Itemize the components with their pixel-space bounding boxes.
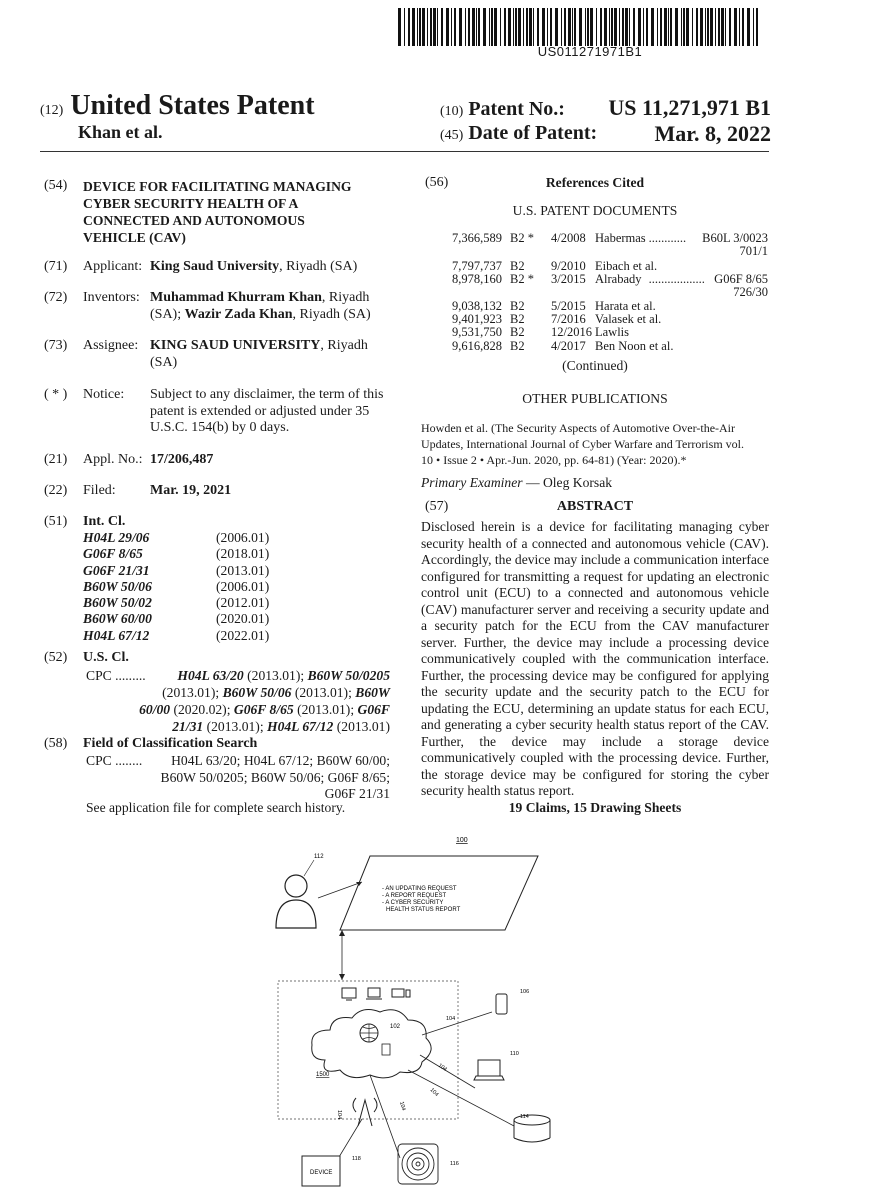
barcode-bar xyxy=(686,8,689,46)
barcode-bar xyxy=(681,8,682,46)
barcode-bar xyxy=(643,8,644,46)
barcode-bar xyxy=(604,8,607,46)
barcode-bar xyxy=(513,8,514,46)
barcode-bar xyxy=(600,8,602,46)
barcode-bar xyxy=(721,8,724,46)
search-history-note: See application file for complete search history. xyxy=(86,800,346,815)
int-cl-item: G06F 8/65 (2018.01) xyxy=(83,546,270,562)
int-cl-label: Int. Cl. xyxy=(83,514,126,529)
field-search-cpc: CPC ........ H04L 63/20; H04L 67/12; B60W 60/00; B60W 50/0205; B60W 50/06; G06F 8/65; G06F 21/31 xyxy=(86,753,390,801)
barcode-bar xyxy=(472,8,475,46)
barcode-number: US011271971B1 xyxy=(537,44,643,59)
code-72: (72) xyxy=(44,290,68,305)
code-73: (73) xyxy=(44,338,68,353)
barcode-bar xyxy=(705,8,706,46)
int-cl-item: H04L 67/12 (2022.01) xyxy=(83,627,270,643)
barcode-bar xyxy=(537,8,539,46)
barcode-bar xyxy=(646,8,648,46)
applicant-label: Applicant: xyxy=(83,259,143,274)
primary-examiner: Primary Examiner — Oleg Korsak xyxy=(421,475,613,490)
applicant: King Saud University, Riyadh (SA) xyxy=(150,259,358,274)
barcode-bar xyxy=(660,8,662,46)
barcode-bar xyxy=(491,8,493,46)
svg-text:104: 104 xyxy=(428,1087,440,1098)
code-58: (58) xyxy=(44,736,68,751)
barcode-bar xyxy=(596,8,597,46)
code-51: (51) xyxy=(44,514,68,529)
barcode-bar xyxy=(454,8,456,46)
svg-text:HEALTH STATUS REPORT: HEALTH STATUS REPORT xyxy=(386,907,461,913)
barcode-bar xyxy=(465,8,466,46)
us-cl-label: U.S. Cl. xyxy=(83,650,129,665)
barcode-bar xyxy=(478,8,480,46)
user-icon xyxy=(276,875,316,928)
barcode-bar xyxy=(692,8,693,46)
barcode-bar xyxy=(629,8,630,46)
inventors: Muhammad Khurram Khan, Riyadh (SA); Wazir Zada Khan, Riyadh (SA) xyxy=(150,290,371,322)
barcode-bar xyxy=(412,8,415,46)
svg-text:114: 114 xyxy=(520,1114,529,1120)
representative-drawing xyxy=(270,830,600,1200)
barcode-bar xyxy=(547,8,548,46)
antenna-icon xyxy=(353,1098,377,1126)
barcode-bar xyxy=(622,8,624,46)
barcode xyxy=(398,8,760,46)
int-cl-item: B60W 60/00 (2020.01) xyxy=(83,611,270,627)
other-pubs-title: OTHER PUBLICATIONS xyxy=(522,391,668,406)
svg-text:106: 106 xyxy=(520,989,530,995)
code-54: (54) xyxy=(44,178,68,193)
barcode-bar xyxy=(508,8,511,46)
barcode-bar xyxy=(437,8,438,46)
barcode-bar xyxy=(710,8,713,46)
assignee: KING SAUD UNIVERSITY, Riyadh (SA) xyxy=(150,338,368,370)
svg-text:102: 102 xyxy=(390,1024,401,1030)
abstract-text: Disclosed herein is a device for facilitating managing cyber security health of a connected and autonomous vehicle (CAV). Accordingly, the device may include a communication interface configured for transmitting a request for updating an electronic control unit (ECU) to a connected and autonomous vehicle (CAV) manufacturer server and receiving a security update and a security patch for the ECU from the CAV manufacturer server. Further, the device may include a processing device communicatively coupled with the communication interface. Further, the processing device may be configured for applying the security update and the security patch to the ECU for updating the ECU, determining an update status for each ECU, and generating a cyber security health status report of the CAV. Further, the device may include a storage device communicatively coupled with the processing device. Further, the storage device may be configured for storing the cyber security health status report. xyxy=(421,519,769,798)
barcode-bar xyxy=(579,8,582,46)
barcode-bar xyxy=(550,8,552,46)
patent-number: US 11,271,971 B1 xyxy=(608,95,771,120)
barcode-bar xyxy=(419,8,421,46)
device-icons xyxy=(342,988,410,1000)
barcode-bar xyxy=(515,8,517,46)
barcode-bar xyxy=(572,8,573,46)
barcode-bar xyxy=(756,8,758,46)
int-cl-item: B60W 50/02 (2012.01) xyxy=(83,595,270,611)
barcode-bar xyxy=(504,8,506,46)
int-cl-list xyxy=(83,530,283,644)
barcode-bar xyxy=(526,8,528,46)
barcode-bar xyxy=(696,8,698,46)
filed-label: Filed: xyxy=(83,483,116,498)
us-cl-cpc: CPC ......... H04L 63/20 (2013.01); B60W 50/0205 (2013.01); B60W 50/06 (2013.01); B60W 60/00 (2020.02); G06F 8/65 (2013.01); G06F 21/31 (2013.01); H04L 67/12 (2013.01) xyxy=(86,668,390,734)
assignee-label: Assignee: xyxy=(83,338,139,353)
barcode-bar xyxy=(561,8,562,46)
svg-text:- AN UPDATING REQUEST: - AN UPDATING REQUEST xyxy=(382,886,457,892)
barcode-bar xyxy=(568,8,571,46)
svg-text:- A REPORT REQUEST: - A REPORT REQUEST xyxy=(382,893,447,899)
barcode-bar xyxy=(715,8,716,46)
barcode-bar xyxy=(451,8,452,46)
appl-no-label: Appl. No.: xyxy=(83,452,143,467)
barcode-bar xyxy=(668,8,669,46)
svg-text:104: 104 xyxy=(336,1110,342,1120)
header-rule xyxy=(40,151,769,152)
code-52: (52) xyxy=(44,650,68,665)
barcode-bar xyxy=(441,8,443,46)
svg-text:116: 116 xyxy=(450,1161,459,1167)
barcode-bar xyxy=(408,8,410,46)
barcode-bar xyxy=(542,8,545,46)
barcode-bar xyxy=(590,8,593,46)
barcode-bar xyxy=(707,8,709,46)
svg-text:104: 104 xyxy=(436,1062,448,1073)
continued-note: (Continued) xyxy=(562,358,628,373)
svg-text:DEVICE: DEVICE xyxy=(310,1170,333,1176)
svg-text:1500: 1500 xyxy=(316,1072,330,1078)
us-patent-docs-title: U.S. PATENT DOCUMENTS xyxy=(512,203,678,218)
code-21: (21) xyxy=(44,452,68,467)
barcode-bar xyxy=(619,8,620,46)
barcode-bar xyxy=(718,8,720,46)
sensor-icon xyxy=(398,1144,438,1184)
laptop-icon xyxy=(474,1060,504,1080)
barcode-bar xyxy=(574,8,576,46)
barcode-bar xyxy=(404,8,405,46)
patent-date: Mar. 8, 2022 xyxy=(654,121,771,146)
barcode-bar xyxy=(533,8,534,46)
barcode-bar xyxy=(422,8,425,46)
patent-no-label: (10) Patent No.: xyxy=(440,98,565,120)
barcode-bar xyxy=(430,8,432,46)
barcode-bar xyxy=(459,8,462,46)
code-57: (57) xyxy=(425,499,449,514)
code-22: (22) xyxy=(44,483,68,498)
notice-text: Subject to any disclaimer, the term of this patent is extended or adjusted under 35 U.S.C. 154(b) by 0 days. xyxy=(150,387,384,435)
code-71: (71) xyxy=(44,259,68,274)
barcode-bar xyxy=(611,8,613,46)
ref-112: 112 xyxy=(314,854,324,860)
barcode-bar xyxy=(725,8,726,46)
barcode-bar xyxy=(518,8,521,46)
inventors-short: Khan et al. xyxy=(78,122,163,142)
barcode-bar xyxy=(468,8,470,46)
svg-text:104: 104 xyxy=(446,1016,456,1022)
notice-label: Notice: xyxy=(83,387,125,402)
svg-text:110: 110 xyxy=(510,1051,519,1057)
field-search-label: Field of Classification Search xyxy=(83,736,258,751)
date-label: (45) Date of Patent: xyxy=(440,122,598,144)
barcode-bar xyxy=(585,8,586,46)
barcode-bar xyxy=(683,8,685,46)
barcode-bar xyxy=(555,8,558,46)
barcode-bar xyxy=(633,8,635,46)
barcode-bar xyxy=(729,8,731,46)
barcode-bar xyxy=(446,8,449,46)
int-cl-item: B60W 50/06 (2006.01) xyxy=(83,578,270,594)
barcode-bar xyxy=(747,8,750,46)
barcode-bar xyxy=(700,8,703,46)
other-pubs-text: Howden et al. (The Security Aspects of Automotive Over-the-Air Updates, International Journal of Cyber Warfare and Terrorism vol. 10 • Issue 2 • Apr.-Jun. 2020, pp. 64-81) (Year: 2020).* xyxy=(421,421,744,467)
barcode-bar xyxy=(529,8,532,46)
appl-no: 17/206,487 xyxy=(150,452,214,467)
barcode-bar xyxy=(657,8,658,46)
svg-text:- A CYBER SECURITY: - A CYBER SECURITY xyxy=(382,900,444,906)
barcode-bar xyxy=(739,8,740,46)
barcode-bar xyxy=(625,8,628,46)
barcode-bar xyxy=(564,8,566,46)
patent-type-title: (12) United States Patent xyxy=(40,90,315,121)
cloud-icon xyxy=(312,1010,431,1078)
svg-text:104: 104 xyxy=(398,1100,407,1112)
barcode-bar xyxy=(494,8,497,46)
barcode-bar xyxy=(753,8,754,46)
barcode-bar xyxy=(587,8,589,46)
barcode-bar xyxy=(398,8,401,46)
int-cl-item: H04L 29/06 (2006.01) xyxy=(83,530,270,545)
barcode-bar xyxy=(523,8,524,46)
references-title: References Cited xyxy=(545,175,645,190)
barcode-bar xyxy=(670,8,672,46)
code-notice: ( * ) xyxy=(44,387,68,402)
barcode-bar xyxy=(675,8,678,46)
barcode-bar xyxy=(734,8,737,46)
claims-summary: 19 Claims, 15 Drawing Sheets xyxy=(508,800,682,815)
barcode-bar xyxy=(609,8,610,46)
barcode-bar xyxy=(651,8,654,46)
barcode-bar xyxy=(417,8,418,46)
filed-date: Mar. 19, 2021 xyxy=(150,483,232,498)
barcode-bar xyxy=(427,8,428,46)
phone-icon xyxy=(496,994,507,1014)
barcode-bar xyxy=(638,8,641,46)
abstract-title: ABSTRACT xyxy=(556,499,634,514)
barcode-bar xyxy=(476,8,477,46)
barcode-bar xyxy=(742,8,744,46)
ref-100: 100 xyxy=(456,837,468,844)
int-cl-item: G06F 21/31 (2013.01) xyxy=(83,562,270,578)
invention-title: DEVICE FOR FACILITATING MANAGING CYBER SECURITY HEALTH OF A CONNECTED AND AUTONOMOUS VEHICLE (CAV) xyxy=(83,179,352,245)
barcode-bar xyxy=(500,8,501,46)
inventors-label: Inventors: xyxy=(83,290,140,305)
barcode-bar xyxy=(664,8,667,46)
barcode-bar xyxy=(483,8,486,46)
barcode-bar xyxy=(489,8,490,46)
svg-text:118: 118 xyxy=(352,1156,361,1162)
barcode-bar xyxy=(614,8,617,46)
code-56: (56) xyxy=(425,175,449,190)
barcode-bar xyxy=(433,8,436,46)
